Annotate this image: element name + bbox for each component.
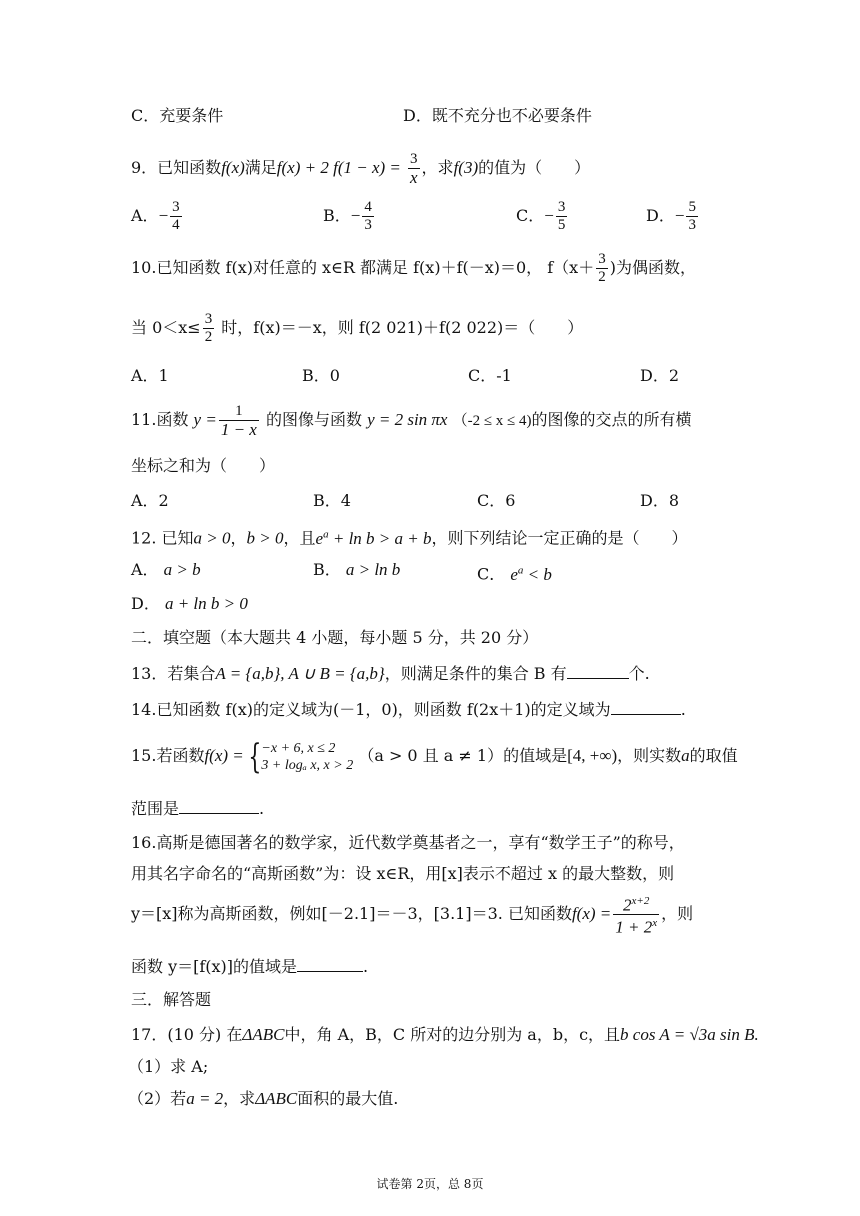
q13-end: 个. [628, 664, 650, 683]
exponent: a [323, 528, 329, 540]
num-base: 2 [623, 896, 632, 915]
frac-den: 3 [364, 217, 372, 233]
option-expr [510, 565, 552, 584]
q12-option-d [131, 594, 248, 614]
frac-num: 5 [688, 199, 696, 215]
frac-num: 3 [172, 199, 180, 215]
q17-part-2-triangle: ΔABC [255, 1089, 298, 1108]
q9-equation-lhs: f(x) + 2 f(1 − x) = [276, 158, 401, 177]
page-footer: 试卷第 2页，总 8页 [376, 1177, 484, 1191]
q11-fraction [219, 403, 259, 438]
frac-den [613, 915, 659, 936]
q10-text-c: 当 0＜x≤ [131, 318, 201, 337]
q12-sep: ， [230, 528, 247, 548]
option-sign: − [674, 206, 685, 225]
option-letter: A． [131, 206, 159, 225]
q12-sep: ，且 [283, 528, 316, 548]
q11-range: （-2 ≤ x ≤ 4) [452, 413, 532, 429]
q12-suffix: ，则下列结论一定正确的是（ ） [431, 528, 688, 548]
q9-option-d [646, 196, 700, 236]
option-sign: − [158, 206, 169, 225]
q17-prefix: 17．(10 分) 在 [131, 1025, 243, 1044]
question-11-line-2: 坐标之和为（ ） [131, 456, 276, 475]
q16-line-3-end: ，则 [661, 904, 694, 923]
q12-condition-b: b > 0 [246, 528, 284, 548]
q13-suffix: ，则满足条件的集合 B 有 [384, 664, 567, 683]
q15-range: [4, +∞) [567, 746, 618, 765]
q15-piecewise [261, 740, 353, 774]
q10-text-a: 10.已知函数 f(x)对任意的 x∈R 都满足 f(x)＋f(－x)＝0， f（x＋ [131, 258, 595, 277]
q9-frac-num: 3 [408, 151, 420, 169]
option-letter: B． [313, 560, 341, 579]
q11-option-c: C．6 [477, 491, 516, 510]
option-letter: C． [516, 206, 545, 225]
option-letter: D． [646, 206, 675, 225]
q14-end: . [680, 700, 686, 719]
q15-var-a: a [681, 746, 690, 765]
q16-fraction [613, 893, 659, 935]
q17-equation: b cos A = √3a sin B. [620, 1025, 759, 1044]
frac-num: 3 [204, 311, 213, 327]
q15-suffix: ，则实数 [617, 746, 682, 765]
frac-den: 3 [688, 217, 696, 233]
option-letter: D． [131, 594, 160, 613]
option-expr: a > b [163, 560, 201, 579]
e-base: e [510, 564, 518, 584]
q13-prefix: 13．若集合 [131, 664, 216, 683]
question-16-line-2: 用其名字命名的“高斯函数”为：设 x∈R，用[x]表示不超过 x 的最大整数，则 [131, 864, 675, 883]
question-14 [131, 699, 686, 720]
q11-option-a: A．2 [131, 491, 169, 510]
q9-ask: ，求 [421, 158, 454, 177]
option-sign: − [544, 206, 554, 225]
q11-mid: 的图像与函数 [265, 410, 362, 429]
left-brace-icon: { [248, 736, 262, 777]
q11-option-b: B．4 [313, 491, 351, 510]
q14-answer-blank[interactable] [611, 699, 681, 715]
q9-option-b [323, 196, 376, 236]
option-fraction [170, 199, 182, 234]
frac-den: 2 [598, 269, 606, 285]
q12-prefix: 12. 已知 [131, 528, 194, 548]
q16-end: . [363, 957, 369, 976]
q12-inequality [316, 529, 432, 548]
question-12 [131, 524, 688, 549]
q17-part-2-c: 面积的最大值. [297, 1089, 399, 1108]
frac-num: 4 [364, 199, 372, 215]
q9-satisfy: 满足 [244, 158, 277, 177]
exponent: a [517, 564, 524, 576]
q10-option-a: A．1 [131, 366, 169, 385]
q15-end: . [259, 799, 265, 818]
question-9 [131, 148, 590, 188]
q15-line-2: 范围是 [131, 799, 180, 818]
q10-option-b: B．0 [302, 366, 340, 385]
q10-option-c: C．-1 [468, 366, 512, 385]
question-16-line-3 [131, 892, 693, 936]
option-fraction [362, 199, 374, 234]
frac-num [613, 893, 659, 915]
frac-num: 3 [598, 251, 606, 267]
option-letter: C． [477, 564, 506, 584]
ineq-rest: + ln b > a + b [328, 528, 432, 548]
q15-answer-blank[interactable] [179, 798, 259, 814]
q9-suffix: 的值为（ ） [478, 158, 591, 177]
question-16-line-4 [131, 956, 368, 977]
option-expr: a > ln b [345, 560, 401, 579]
q17-part-1: （1）求 A; [128, 1057, 209, 1076]
q10-text-b: )为偶函数， [609, 258, 696, 277]
q17-part-2-b: ，求 [223, 1089, 256, 1108]
q16-answer-blank[interactable] [297, 956, 363, 972]
q16-fx: f(x) = [571, 904, 612, 923]
q14-text: 14.已知函数 f(x)的定义域为(－1，0)，则函数 f(2x＋1)的定义域为 [131, 700, 611, 719]
option-letter: B． [323, 206, 351, 225]
q17-triangle: ΔABC [242, 1025, 285, 1044]
question-13 [131, 663, 650, 684]
q17-part-2-cond: a = 2 [186, 1089, 224, 1108]
question-15-line-2 [131, 798, 264, 819]
q9-fraction [408, 151, 420, 186]
section-3-heading: 三．解答题 [131, 990, 212, 1009]
q9-f3: f(3) [453, 158, 479, 177]
q17-part-2 [128, 1089, 398, 1109]
question-16-line-1: 16.高斯是德国著名的数学家，近代数学奠基者之一，享有“数学王子”的称号， [131, 833, 685, 852]
q10-fraction-2 [203, 311, 215, 346]
q12-option-a [131, 560, 201, 580]
q9-prefix: 9．已知函数 [131, 158, 222, 177]
frac-den: 2 [204, 329, 213, 345]
q11-option-d: D．8 [640, 491, 680, 510]
q9-option-a [131, 196, 184, 236]
den-exponent: x [652, 917, 658, 929]
option-fraction [556, 199, 568, 234]
q9-fx: f(x) [221, 158, 245, 177]
num-exponent: x+2 [631, 895, 650, 908]
q9-option-c [516, 196, 569, 236]
q17-part-2-a: （2）若 [128, 1089, 187, 1108]
q11-suffix: 的图像的交点的所有横 [531, 410, 692, 429]
q16-line-4-text: 函数 y＝[f(x)]的值域是 [131, 957, 298, 976]
q8-option-d: D．既不充分也不必要条件 [403, 106, 592, 125]
question-11-line-1 [131, 400, 692, 441]
q16-line-3-text: y＝[x]称为高斯函数，例如[－2.1]＝－3，[3.1]＝3. 已知函数 [131, 904, 572, 923]
q15-condition: （a > 0 且 a ≠ 1）的值域是 [358, 746, 568, 765]
q17-mid: 中，角 A，B，C 所对的边分别为 a，b，c，且 [284, 1025, 621, 1044]
option-fraction [686, 199, 698, 234]
q11-sine-function: y = 2 sin πx [367, 410, 448, 429]
frac-num: 3 [557, 199, 566, 215]
q15-case-1: −x + 6, x ≤ 2 [261, 740, 336, 756]
expr-rest: < b [523, 564, 552, 584]
option-letter: A． [131, 560, 159, 579]
q15-prefix: 15.若函数 [131, 746, 205, 765]
frac-den: 1 − x [220, 420, 257, 439]
den-base: 1 + 2 [615, 917, 653, 937]
frac-num: 1 [219, 403, 259, 421]
q10-text-d: 时，f(x)＝－x，则 f(2 021)＋f(2 022)＝（ ） [216, 318, 584, 337]
q11-y-eq: y = [193, 410, 217, 429]
question-10-line-2 [131, 308, 583, 348]
question-10-line-1 [131, 248, 696, 288]
frac-den: 4 [172, 217, 180, 233]
q13-answer-blank[interactable] [567, 663, 629, 679]
question-17 [131, 1025, 759, 1045]
q10-option-d: D．2 [640, 366, 680, 385]
section-2-heading: 二．填空题（本大题共 4 小题，每小题 5 分，共 20 分） [131, 628, 539, 647]
option-expr: a + ln b > 0 [164, 594, 248, 613]
q12-option-c [477, 560, 552, 585]
q11-prefix: 11.函数 [131, 410, 189, 429]
q15-fx: f(x) = [204, 746, 244, 765]
q9-frac-den: x [410, 168, 418, 187]
q13-set-expr: A = {a,b}, A ∪ B = {a,b} [215, 664, 385, 683]
e-base: e [315, 528, 324, 548]
question-15-line-1 [131, 734, 738, 778]
q12-condition-a: a > 0 [193, 528, 231, 548]
frac-den: 5 [557, 217, 566, 233]
option-sign: − [350, 206, 361, 225]
q15-suffix-2: 的取值 [689, 746, 738, 765]
q10-fraction-1 [596, 251, 608, 286]
q12-option-b [313, 560, 400, 580]
q8-option-c: C．充要条件 [131, 106, 224, 125]
q15-case-2: 3 + logₐ x, x > 2 [261, 757, 354, 773]
